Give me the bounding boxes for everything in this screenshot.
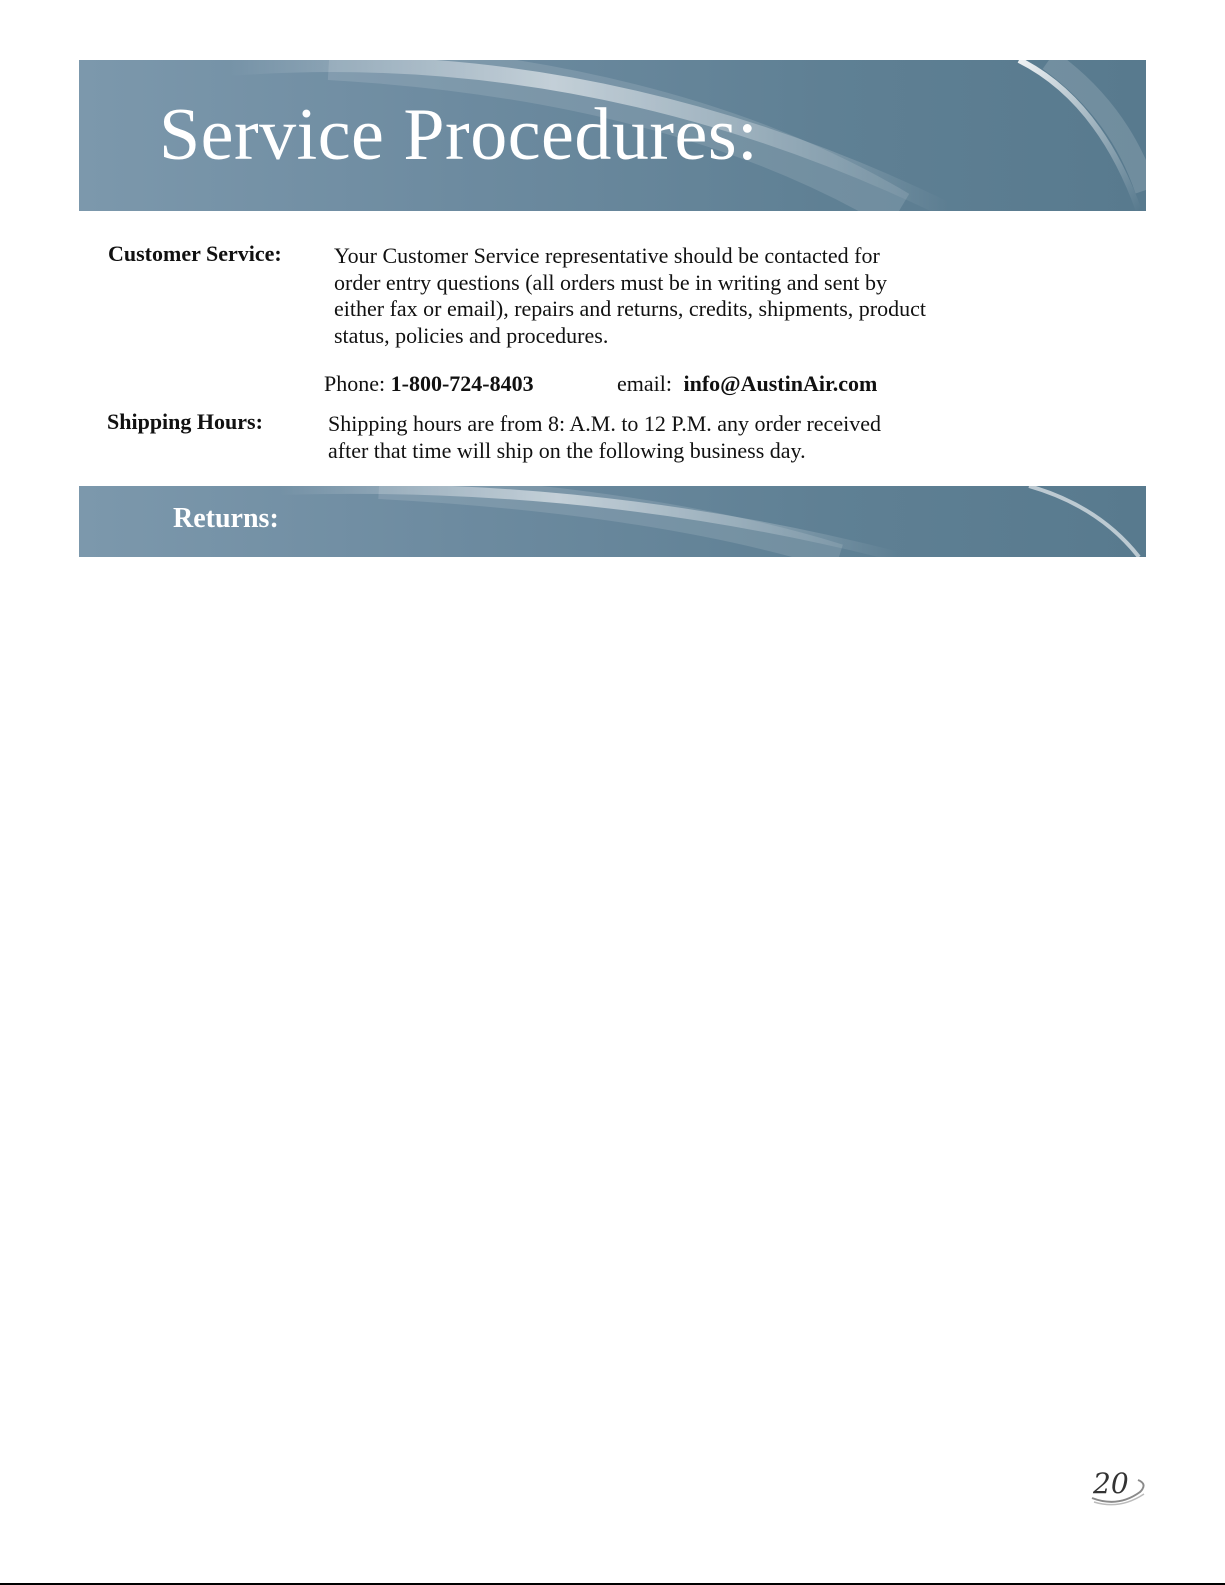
returns-heading: Returns: xyxy=(173,503,279,534)
shipping-hours-line: Shipping hours are from 8: A.M. to 12 P.M. any order received xyxy=(328,411,881,436)
phone-line xyxy=(324,373,534,395)
shipping-hours-label: Shipping Hours: xyxy=(107,409,263,434)
shipping-hours-line: after that time will ship on the following business day. xyxy=(328,437,806,463)
customer-service-line: order entry questions (all orders must be in writing and sent by xyxy=(334,269,887,295)
phone-label: Phone: xyxy=(324,371,386,396)
customer-service-line: either fax or email), repairs and returns, credits, shipments, product xyxy=(334,296,926,321)
phone-number: 1-800-724-8403 xyxy=(390,371,534,396)
page-title: Service Procedures: xyxy=(159,94,759,176)
customer-service-label: Customer Service: xyxy=(108,241,282,266)
returns-banner xyxy=(79,486,1146,557)
page-number-badge xyxy=(1088,1468,1158,1508)
header-banner xyxy=(79,60,1146,211)
email-line xyxy=(617,373,877,395)
customer-service-line: status, policies and procedures. xyxy=(334,322,609,348)
customer-service-text xyxy=(334,243,926,349)
email-address: info@AustinAir.com xyxy=(683,371,878,396)
email-label: email: xyxy=(617,371,672,396)
page-number: 20 xyxy=(1093,1467,1129,1500)
customer-service-line: Your Customer Service representative should be contacted for xyxy=(334,243,880,268)
shipping-hours-text xyxy=(328,411,881,464)
